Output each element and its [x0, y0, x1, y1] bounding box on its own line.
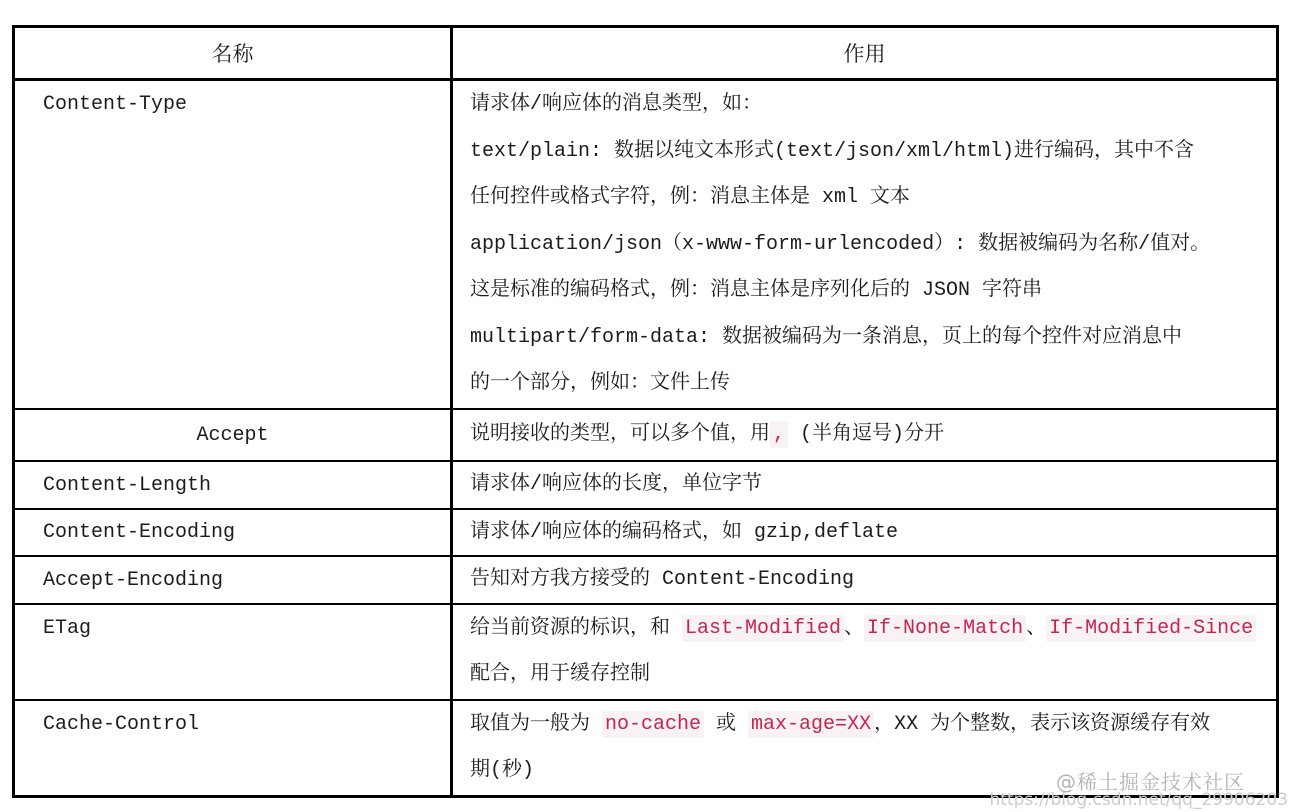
watermark-community: @稀土掘金技术社区	[1056, 770, 1245, 794]
header-desc-cell	[453, 510, 1276, 556]
table-row	[15, 410, 1276, 462]
desc-line	[470, 268, 1268, 315]
text-segment: 、	[844, 616, 865, 640]
desc-line	[470, 129, 1268, 176]
text-segment: 配合，用于缓存控制	[470, 663, 650, 687]
inline-code: Last-Modified	[682, 615, 844, 642]
inline-code: no-cache	[602, 711, 704, 738]
table-row	[15, 557, 1276, 605]
header-name-cell	[15, 462, 453, 508]
desc-line	[470, 606, 1268, 653]
header-name-cell	[15, 81, 453, 408]
header-name: Accept-Encoding	[43, 568, 224, 592]
text-segment: 请求体/响应体的消息类型，如：	[470, 93, 763, 117]
desc-line	[470, 82, 1268, 129]
text-segment: (半角逗号)分开	[788, 423, 945, 447]
desc-line	[470, 702, 1268, 749]
text-segment: 给当前资源的标识，和	[470, 616, 683, 640]
table-row	[15, 462, 1276, 510]
header-desc-cell	[453, 410, 1276, 460]
text-segment: multipart/form-data: 数据被编码为一条消息，页上的每个控件对应消息中	[470, 325, 1183, 349]
text-segment: 取值为一般为	[470, 712, 603, 736]
desc-line	[470, 568, 854, 592]
inline-code: max-age=XX	[748, 711, 874, 738]
text-segment: 说明接收的类型，可以多个值，用	[470, 423, 770, 447]
text-segment: 请求体/响应体的长度，单位字节	[470, 473, 763, 497]
text-segment: 这是标准的编码格式，例：消息主体是序列化后的 JSON 字符串	[470, 279, 1043, 303]
desc-line	[470, 423, 944, 447]
header-desc-cell	[453, 557, 1276, 603]
desc-line	[470, 361, 1268, 408]
text-segment: 任何控件或格式字符，例：消息主体是 xml 文本	[470, 186, 911, 210]
inline-code: If-None-Match	[864, 615, 1026, 642]
header-name-column: 名称	[15, 28, 453, 78]
table-row	[15, 510, 1276, 558]
header-name: Content-Type	[43, 93, 188, 117]
header-desc-cell	[453, 462, 1276, 508]
table-row	[15, 605, 1276, 701]
text-segment: application/json（x-www-form-urlencoded）: 数据被编码为名称/值对。	[470, 232, 1211, 256]
header-name-cell	[15, 605, 453, 699]
header-desc-cell	[453, 605, 1276, 699]
table-row	[15, 81, 1276, 410]
text-segment: 告知对方我方接受的 Content-Encoding	[470, 568, 855, 592]
inline-code: ,	[770, 421, 788, 448]
header-name: Content-Encoding	[43, 521, 236, 545]
http-headers-table	[12, 25, 1279, 798]
desc-line	[470, 473, 762, 497]
desc-line	[470, 521, 898, 545]
header-name-cell	[15, 557, 453, 603]
inline-code: If-Modified-Since	[1046, 615, 1256, 642]
header-name-cell	[15, 701, 453, 795]
desc-line	[470, 652, 1268, 699]
text-segment: 请求体/响应体的编码格式，如 gzip,deflate	[470, 520, 899, 544]
header-desc-cell	[453, 81, 1276, 408]
desc-line	[470, 175, 1268, 222]
text-segment: 、	[1026, 616, 1047, 640]
text-segment: text/plain: 数据以纯文本形式(text/json/xml/html)进行编码，其中不含	[470, 139, 1195, 163]
header-name: ETag	[43, 616, 92, 640]
text-segment: 的一个部分，例如：文件上传	[470, 372, 730, 396]
header-desc-column: 作用	[843, 45, 886, 69]
header-name: Cache-Control	[43, 712, 200, 736]
desc-line	[470, 315, 1268, 362]
header-name: Content-Length	[43, 473, 212, 497]
table-header-row	[15, 28, 1276, 81]
header-name: Accept	[196, 423, 269, 447]
text-segment: ，XX 为个整数，表示该资源缓存有效	[874, 712, 1211, 736]
text-segment: 期(秒)	[470, 759, 535, 783]
header-name-cell	[15, 510, 453, 556]
header-name-cell	[15, 410, 453, 460]
desc-line	[470, 222, 1268, 269]
watermark-url: https://blog.csdn.net/qq_29906203	[989, 790, 1288, 810]
text-segment: 或	[704, 712, 749, 736]
